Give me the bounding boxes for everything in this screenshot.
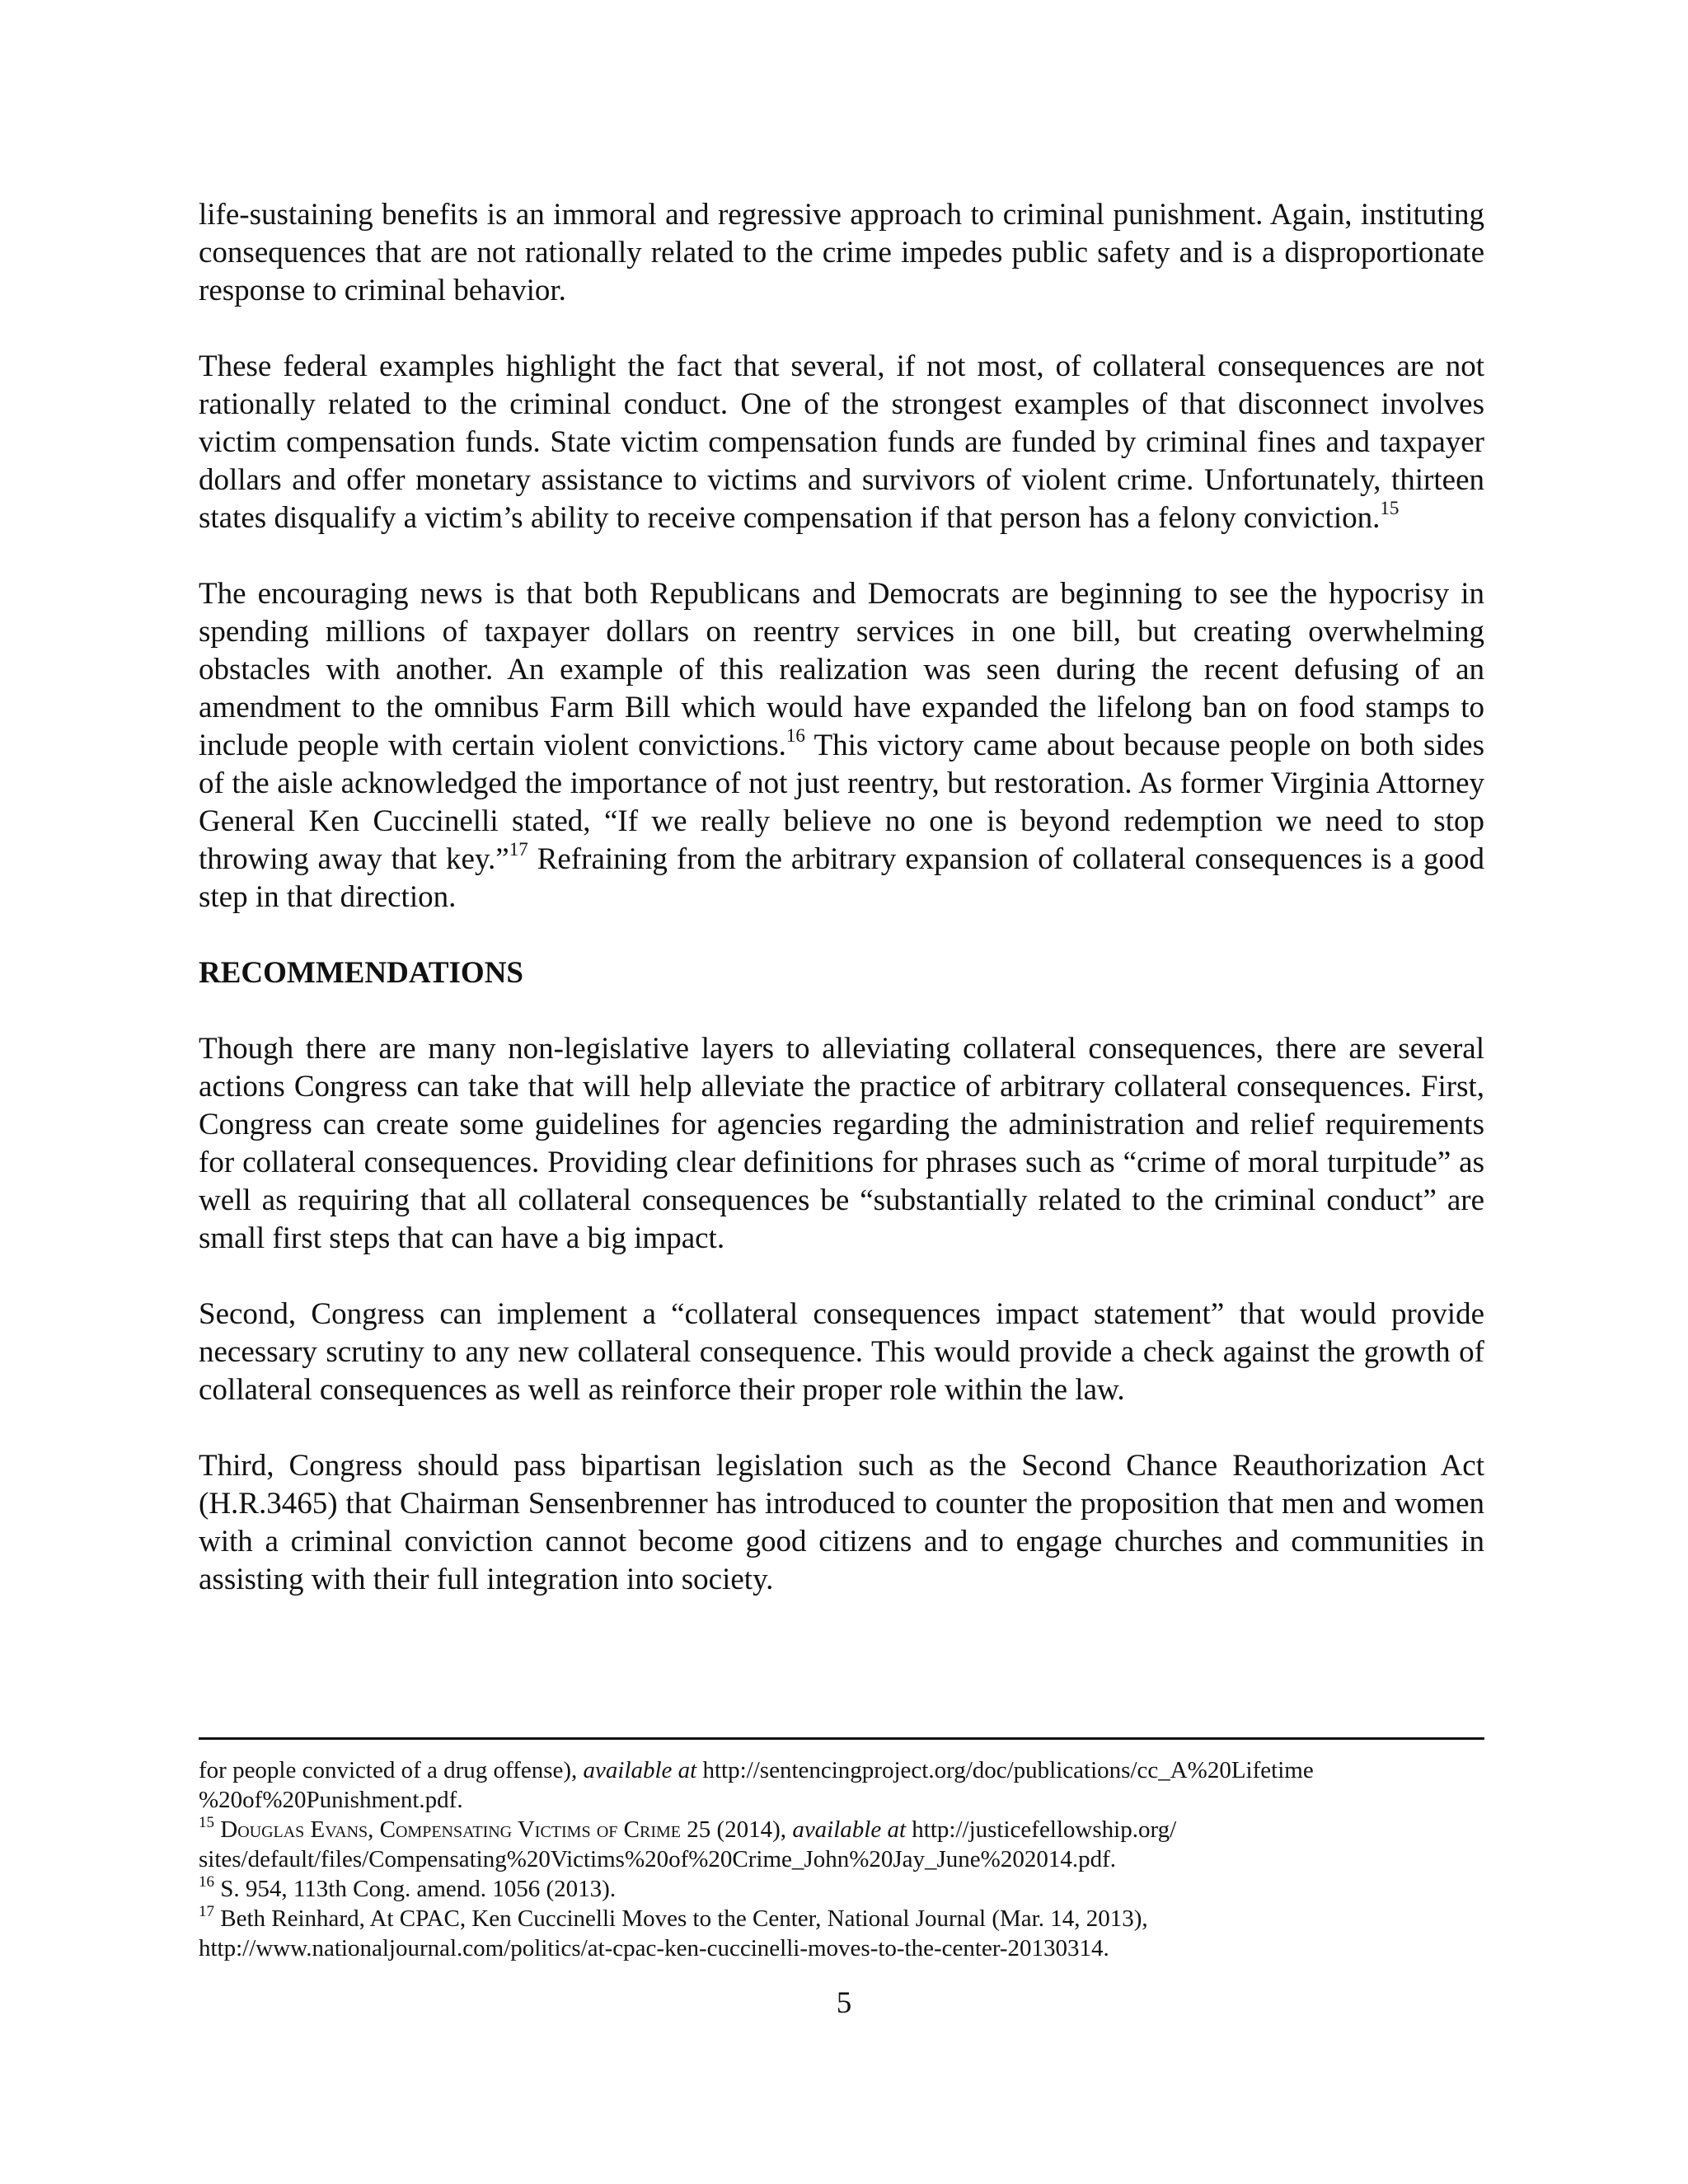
section-heading: RECOMMENDATIONS [199, 956, 523, 990]
footnote-16: $^{16}$ S. 954, 113th Cong. amend. 1056 (2013). [199, 1873, 617, 1902]
body-text [199, 196, 1484, 1637]
footnotes [199, 1755, 1484, 1963]
paragraph-6: Third, Congress should pass bipartisan legislation such as the Second Chance Reauthorization Act (H.R.3465) that Chairman Sensenbrenner has introduced to counter the proposition that men and women with a criminal conviction cannot become good citizens and to engage churches and communities in assisting with their full integration into society. [199, 1449, 1484, 1596]
paragraph-2: These federal examples highlight the fact that several, if not most, of collateral consequences are not rationally related to the criminal conduct. One of the strongest examples of that disconnect involves victim compensation funds. State victim compensation funds are funded by criminal fines and taxpayer dollars and offer monetary assistance to victims and survivors of violent crime. Unfortunately, thirteen states disqualify a victim’s ability to receive compensation if that person has a felony conviction.$^{15}$ [199, 349, 1484, 535]
paragraph-5: Second, Congress can implement a “collateral consequences impact statement” that would provide necessary scrutiny to any new collateral consequence. This would provide a check against the growth of collateral consequences as well as reinforce their proper role within the law. [199, 1297, 1484, 1407]
paragraph-1: life-sustaining benefits is an immoral and regressive approach to criminal punishment. Again, instituting consequences that are not rationally related to the crime impedes public safety and is a disproportionate response to criminal behavior. [199, 198, 1484, 307]
footnote-17: $^{17}$ Beth Reinhard, At CPAC, Ken Cuccinelli Moves to the Center, National Journal (Mar. 14, 2013), http://www.nationaljournal.com/politics/at-cpac-ken-cuccinelli-moves-to-the-center-20130314. [199, 1903, 1148, 1961]
footnote-ref-15[interactable]: 15 [1380, 498, 1400, 518]
footnote-link[interactable]: http://justicefellowship.org/ sites/default/files/Compensating%20Victims%20of%20Crime_John%20Jay_June%202014.pdf. [199, 1816, 1177, 1872]
page-number: 5 [836, 1986, 852, 2020]
paragraph-3: The encouraging news is that both Republicans and Democrats are beginning to see the hypocrisy in spending millions of taxpayer dollars on reentry services in one bill, but creating overwhelming obstacles with another. An example of this realization was seen during the recent defusing of an amendment to the omnibus Farm Bill which would have expanded the lifelong ban on food stamps to include people with certain violent convictions.$^{16}$ This victory came about because people on both sides of the aisle acknowledged the importance of not just reentry, but restoration. As former Virginia Attorney General Ken Cuccinelli stated, “If we really believe no one is beyond redemption we need to stop throwing away that key.”$^{17}$ Refraining from the arbitrary expansion of collateral consequences is a good step in that direction. [199, 577, 1484, 914]
footnote-link[interactable]: http://sentencingproject.org/doc/publications/cc_A%20Lifetime %20of%20Punishment.pdf. [199, 1757, 1314, 1813]
footnote-ref-17[interactable]: 17 [509, 839, 528, 860]
paragraph-4: Though there are many non-legislative layers to alleviating collateral consequences, there are several actions Congress can take that will help alleviate the practice of arbitrary collateral consequences. First, Congress can create some guidelines for agencies regarding the administration and relief requirements for collateral consequences. Providing clear definitions for phrases such as “crime of moral turpitude” as well as requiring that all collateral consequences be “substantially related to the criminal conduct” are small first steps that can have a big impact. [199, 1032, 1484, 1255]
footnote-15: $^{15}$ Douglas Evans, Compensating Victims of Crime 25 (2014), available at http://justicefellowship.org/ sites/default/files/Compensating%20Victims%20of%20Crime_John%20Jay_June%202014.pdf. [199, 1814, 1177, 1872]
footnote-link[interactable]: Beth Reinhard, At CPAC, Ken Cuccinelli Moves to the Center, National Journal (Mar. 14, 2013), http://www.nationaljournal.com/politics/at-cpac-ken-cuccinelli-moves-to-the-center-20130314. [199, 1905, 1148, 1961]
footnote-divider [199, 1737, 1484, 1740]
footnote-ref-16[interactable]: 16 [785, 725, 805, 746]
footnote-continuation: for people convicted of a drug offense), available at http://sentencingproject.org/doc/publications/cc_A%20Lifetime %20of%20Punishment.pdf. [199, 1757, 1314, 1813]
